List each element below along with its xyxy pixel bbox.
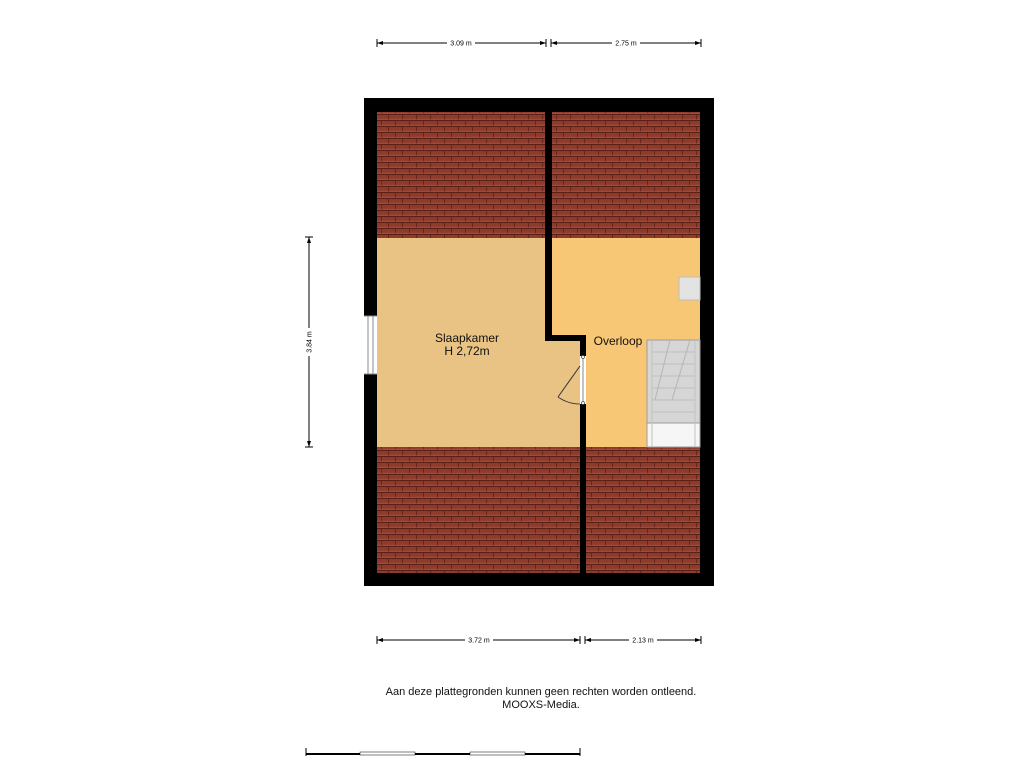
- dimension-bottom-left-label: 3.72 m: [468, 637, 490, 645]
- window: [364, 316, 377, 374]
- staircase: [647, 340, 700, 447]
- landing-label: Overloop: [593, 334, 643, 348]
- roof-tiles-top-left: [377, 112, 545, 238]
- dimension-bottom-right: [585, 635, 701, 645]
- dimension-left-label: 3.84 m: [306, 331, 314, 353]
- bedroom-height-label: H 2,72m: [444, 344, 490, 358]
- roof-tiles-bottom-right: [586, 447, 700, 573]
- credit-text: MOOXS-Media.: [502, 699, 580, 711]
- disclaimer-text: Aan deze plattegronden kunnen geen rechten worden ontleend.: [385, 686, 697, 698]
- dimension-top-right: [551, 38, 701, 48]
- bedroom-label: Slaapkamer: [434, 331, 500, 345]
- dimension-bottom-right-label: 2.13 m: [632, 637, 654, 645]
- landing-cabinet: [679, 277, 700, 300]
- dimension-bottom-left: [377, 635, 580, 645]
- dimension-top-left-label: 3.09 m: [450, 40, 472, 48]
- dimension-top-right-label: 2.75 m: [615, 40, 637, 48]
- roof-tiles-bottom-left: [377, 447, 580, 573]
- dimension-left: [304, 237, 314, 447]
- dimension-top-left: [377, 38, 546, 48]
- roof-tiles-top-right: [552, 112, 700, 238]
- scale-bar: [306, 748, 580, 756]
